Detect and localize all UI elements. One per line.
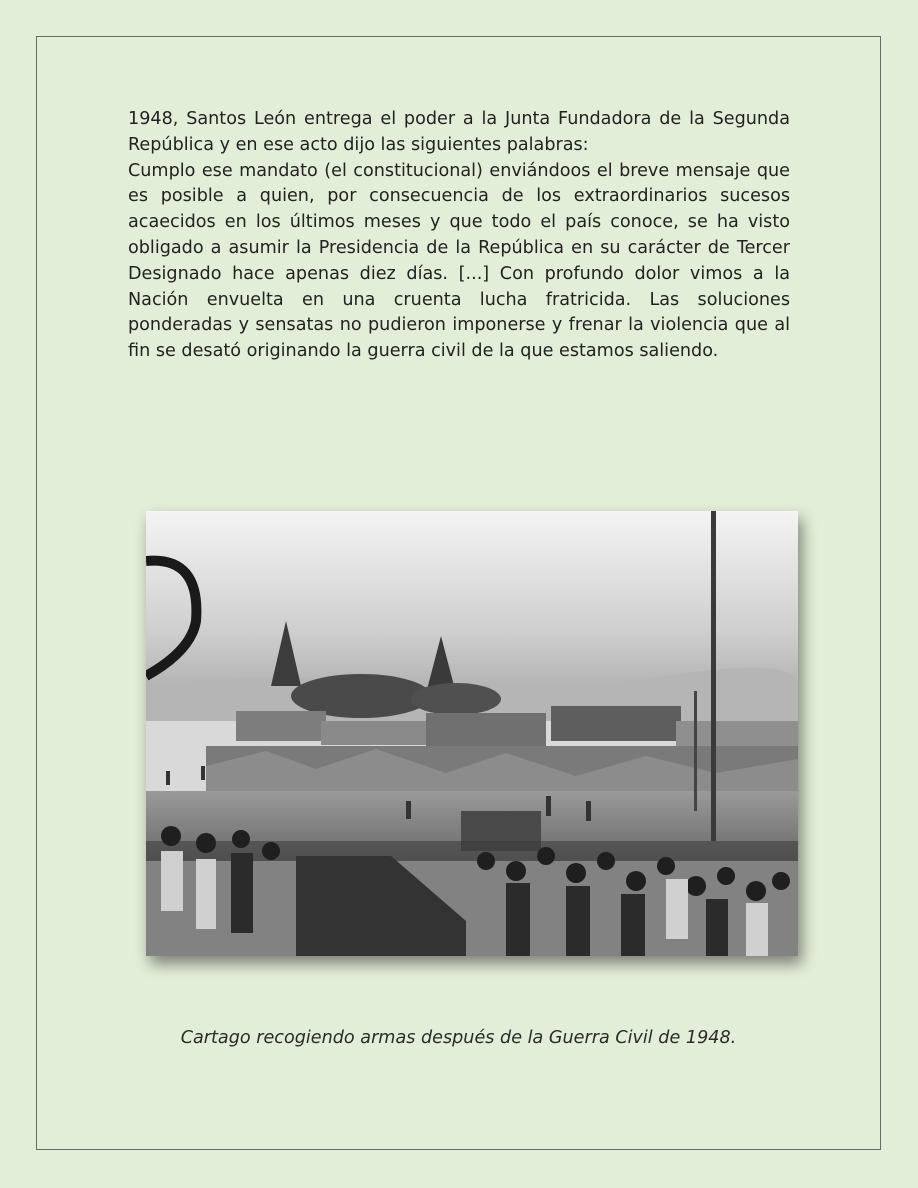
quote-paragraph: Cumplo ese mandato (el constitucional) enviándoos el breve mensaje que es posible a quien, por consecuencia de los extraordinarios sucesos acaecidos en los últimos meses y que todo el país conoce, se ha visto obligado a asumir la Presidencia de la República en su carácter de Tercer Designado hace apenas diez días. [...] Con profundo dolor vimos a la Nación envuelta en una cruenta lucha fratricida. Las soluciones ponderadas y sensatas no pudieron imponerse y frenar la violencia que al fin se desató originando la guerra civil de la que estamos saliendo. [128,160,790,362]
photo-caption: Cartago recogiendo armas después de la Guerra Civil de 1948. [180,1028,737,1048]
historical-photo [146,511,798,956]
body-text [128,107,790,365]
intro-paragraph: 1948, Santos León entrega el poder a la Junta Fundadora de la Segunda República y en ese acto dijo las siguientes palabras: [128,109,790,155]
